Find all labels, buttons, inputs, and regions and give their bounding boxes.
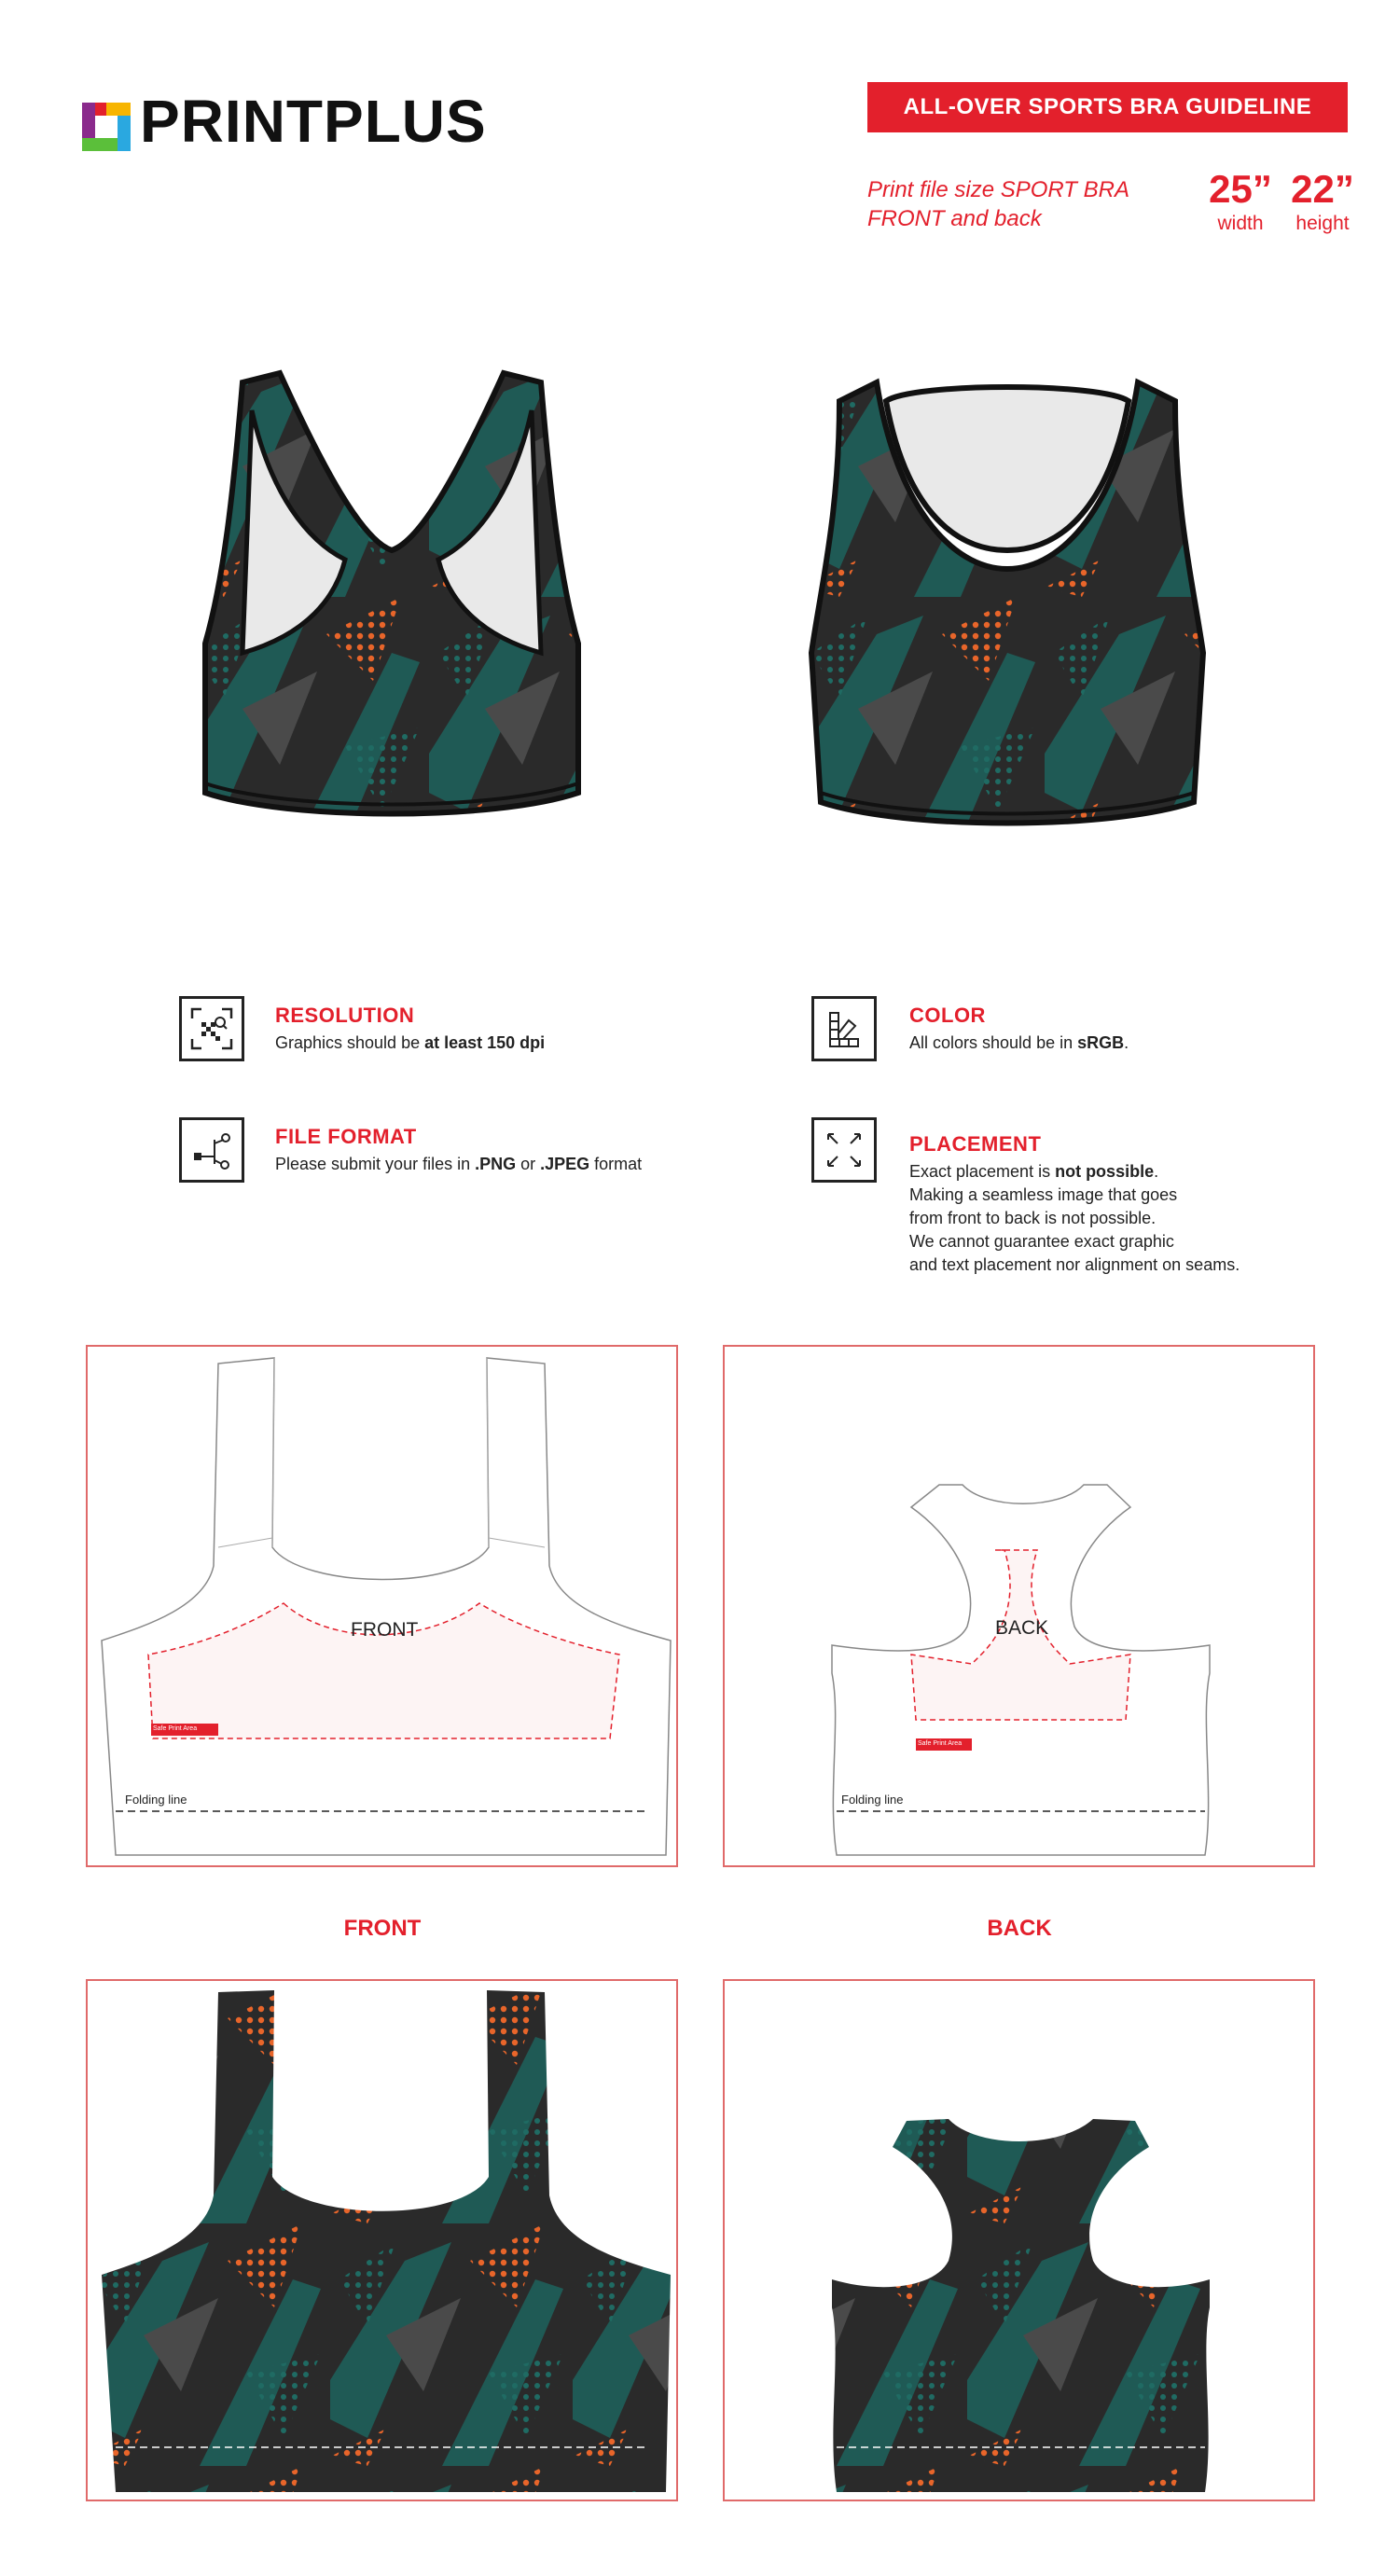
brand-name: PRINTPLUS — [140, 88, 487, 155]
guideline-title: ALL-OVER SPORTS BRA GUIDELINE — [867, 82, 1348, 132]
placement-text — [909, 1160, 1240, 1277]
resolution-title: RESOLUTION — [275, 1004, 415, 1027]
back-template-panel — [723, 1345, 1315, 1867]
color-text — [909, 1032, 1129, 1055]
front-printed-pattern — [88, 1981, 676, 2500]
width-label: width — [1217, 213, 1264, 234]
back-pattern-outline — [725, 1347, 1313, 1865]
printplus-logo-icon — [82, 103, 131, 151]
color-title: COLOR — [909, 1004, 986, 1027]
placement-title: PLACEMENT — [909, 1132, 1042, 1156]
front-pattern-outline — [88, 1347, 676, 1865]
placement-line-3: from front to back is not possible. — [909, 1209, 1157, 1227]
file-format-icon — [179, 1117, 244, 1183]
height-value: 22” — [1291, 167, 1354, 211]
resolution-text-bold: at least 150 dpi — [424, 1033, 546, 1052]
resolution-text-pre: Graphics should be — [275, 1033, 425, 1052]
file-format-png: .PNG — [475, 1155, 517, 1173]
sports-bra-front-mockup — [802, 354, 1212, 858]
back-printed-pattern — [725, 1981, 1313, 2500]
front-print-preview-panel — [86, 1979, 678, 2501]
placement-line-4: We cannot guarantee exact graphic — [909, 1232, 1174, 1251]
placement-icon — [811, 1117, 877, 1183]
placement-line-1-pre: Exact placement is — [909, 1162, 1056, 1181]
front-safe-area-label: Safe Print Area — [153, 1725, 198, 1732]
placement-line-5: and text placement nor alignment on seams. — [909, 1255, 1240, 1274]
placement-line-1-post: . — [1154, 1162, 1159, 1181]
color-swatch-icon — [811, 996, 877, 1061]
front-template-panel — [86, 1345, 678, 1867]
placement-line-2: Making a seamless image that goes — [909, 1185, 1178, 1204]
resolution-text — [275, 1032, 545, 1055]
color-text-post: . — [1124, 1033, 1129, 1052]
width-value: 25” — [1209, 167, 1272, 211]
width-dimension — [1203, 167, 1278, 235]
print-file-size-text — [867, 175, 1175, 233]
placement-line-1 — [909, 1160, 1240, 1184]
resolution-icon — [179, 996, 244, 1061]
front-diagram-label: FRONT — [351, 1619, 419, 1641]
front-folding-line-label: Folding line — [125, 1793, 187, 1807]
file-format-jpeg: .JPEG — [540, 1155, 590, 1173]
file-format-or: or — [516, 1155, 541, 1173]
front-section-label: FRONT — [343, 1916, 422, 1941]
back-diagram-label: BACK — [995, 1617, 1049, 1639]
print-size-line-1: Print file size SPORT BRA — [867, 177, 1129, 202]
file-format-title: FILE FORMAT — [275, 1125, 417, 1148]
color-text-pre: All colors should be in — [909, 1033, 1078, 1052]
print-size-line-2: FRONT and back — [867, 206, 1042, 231]
file-format-text — [275, 1153, 642, 1176]
placement-line-1-bold: not possible — [1055, 1162, 1155, 1181]
sports-bra-back-mockup — [187, 354, 597, 858]
back-folding-line-label: Folding line — [841, 1793, 904, 1807]
back-section-label: BACK — [987, 1916, 1052, 1941]
color-text-bold: sRGB — [1077, 1033, 1125, 1052]
height-dimension — [1285, 167, 1360, 235]
height-label: height — [1295, 213, 1350, 234]
file-format-text-post: format — [589, 1155, 643, 1173]
back-safe-area-label: Safe Print Area — [918, 1740, 963, 1747]
back-print-preview-panel — [723, 1979, 1315, 2501]
file-format-text-pre: Please submit your files in — [275, 1155, 476, 1173]
